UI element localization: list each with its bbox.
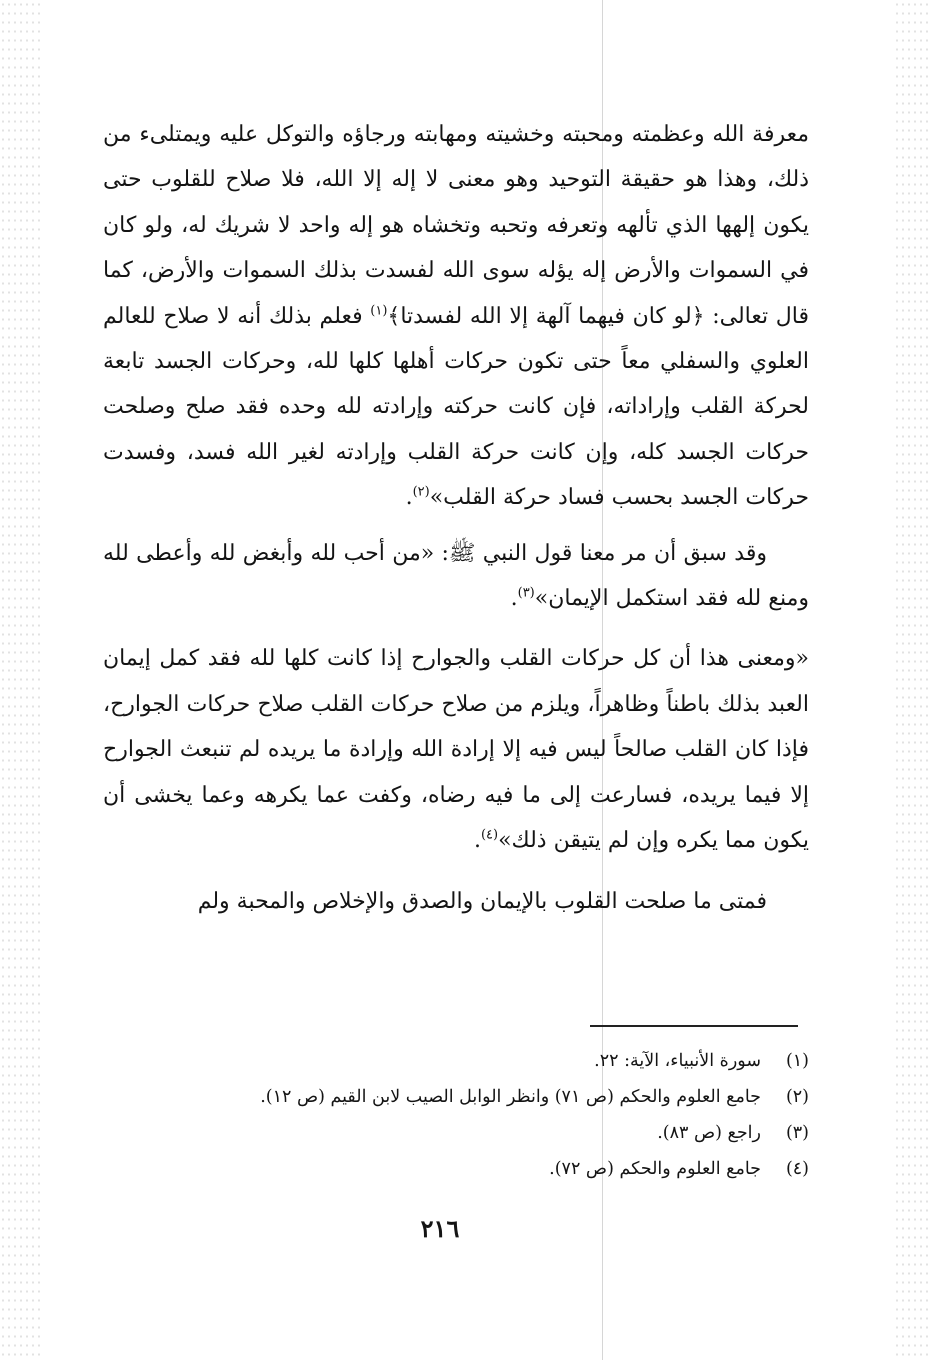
- footnote-text: سورة الأنبياء، الآية: ٢٢.: [594, 1051, 761, 1071]
- footnote-number: (٢): [785, 1087, 809, 1107]
- page-number: ٢١٦: [420, 1214, 460, 1243]
- footnote-number: (٣): [785, 1123, 809, 1143]
- paragraph-2: [103, 531, 809, 622]
- footnote-number: (٤): [785, 1159, 809, 1179]
- page-edge-right: [894, 0, 931, 1360]
- paragraph-4: [103, 879, 809, 924]
- page-edge-left: [0, 0, 40, 1360]
- footnote-ref-1: (١): [370, 303, 388, 319]
- paragraph-1-end: .: [405, 485, 413, 511]
- paragraph-4-text: فمتى ما صلحت القلوب بالإيمان والصدق والإخلاص والمحبة ولم: [197, 888, 767, 914]
- paragraph-2-text: وقد سبق أن مر معنا قول النبي ﷺ: «من أحب لله وأبغض لله وأعطى لله ومنع لله فقد استكمل الإيمان»: [103, 540, 809, 612]
- footnote-3: [103, 1115, 809, 1151]
- paragraph-1-text-a: معرفة الله وعظمته ومحبته وخشيته ومهابته ورجاؤه والتوكل عليه ويمتلىء من ذلك، وهذا هو حقيقة التوحيد وهو معنى لا إله إلا الله، فلا صلاح للقلوب حتى يكون إلهها الذي تألهه وتعرفه وتحبه وتخشاه هو إله واحد لا شريك له، ولو كان في السموات والأرض إله يؤله سوى الله لفسدت بذلك السموات والأرض، كما قال تعالى: ﴿لو كان فيهما آلهة إلا الله لفسدتا﴾: [103, 122, 809, 329]
- footnote-1: [103, 1043, 809, 1079]
- footnote-text: جامع العلوم والحكم (ص ٧١) وانظر الوابل الصيب لابن القيم (ص ١٢).: [260, 1087, 761, 1107]
- main-text: [103, 112, 809, 924]
- footnote-number: (١): [785, 1051, 809, 1071]
- paragraph-3-end: .: [473, 828, 481, 854]
- footnote-text: راجع (ص ٨٣).: [657, 1123, 761, 1143]
- footnote-2: [103, 1079, 809, 1115]
- footnote-ref-3: (٣): [517, 585, 535, 601]
- footnote-text: جامع العلوم والحكم (ص ٧٢).: [549, 1159, 761, 1179]
- footnotes: [103, 1043, 809, 1187]
- footnote-ref-4: (٤): [480, 827, 499, 843]
- paragraph-1: [103, 112, 809, 521]
- paragraph-3-text: «ومعنى هذا أن كل حركات القلب والجوارح إذا كانت كلها لله فقد كمل إيمان العبد بذلك باطناً وظاهراً، ويلزم من صلاح حركات القلب صلاح حركات الجوارح، فإذا كان القلب صالحاً ليس فيه إلا إرادة الله وإرادة ما يريده لم تنبعث الجوارح إلا فيما يريده، فسارعت إلى ما فيه رضاه، وكفت عما يكرهه وعما يخشى أن يكون مما يكره وإن لم يتيقن ذلك»: [103, 646, 809, 854]
- footnote-ref-2: (٢): [412, 484, 430, 500]
- footnote-4: [103, 1151, 809, 1187]
- paragraph-3: [103, 636, 809, 863]
- paragraph-2-end: .: [510, 586, 518, 612]
- footnote-separator: [590, 1025, 798, 1027]
- paragraph-1-text-b: فعلم بذلك أنه لا صلاح للعالم العلوي والسفلي معاً حتى تكون حركات أهلها كلها لله، وحركات الجسد تابعة لحركة القلب وإراداته، فإن كانت حركته وإرادته لله وحده فقد صلح وصلحت حركات الجسد كله، وإن كانت حركة القلب وإرادته لغير الله فسد، وفسدت حركات الجسد بحسب فساد حركة القلب»: [103, 303, 809, 511]
